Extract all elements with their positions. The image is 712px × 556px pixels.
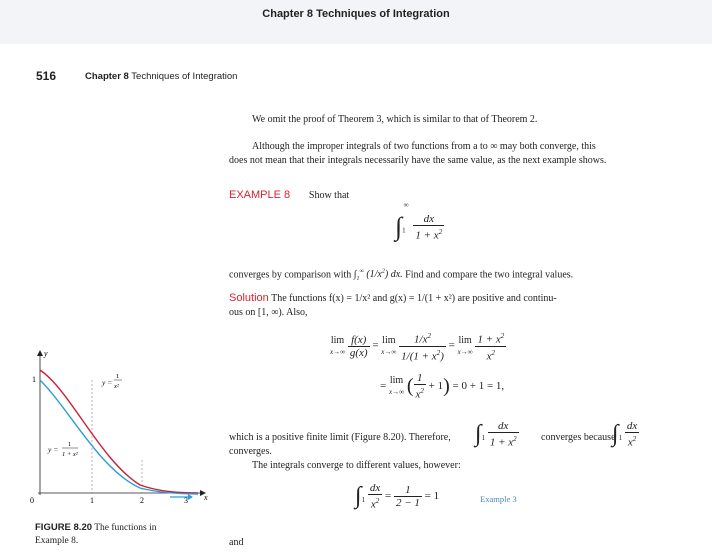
integral-g: $\int_1$ $\frac{dx}{1 + x^2}$: [475, 420, 517, 449]
svg-text:1: 1: [116, 373, 120, 380]
converges-by-text: converges by comparison with: [229, 269, 352, 281]
axis-x-label: x: [204, 493, 208, 502]
figure-caption-text2: Example 8.: [35, 536, 79, 546]
which-is-line: which is a positive finite limit (Figure 8.20). Therefore,: [229, 432, 451, 443]
running-head-chapter: Chapter 8: [85, 71, 129, 82]
solution-text1: The functions f(x) = 1/x² and g(x) = 1/(1 + x²) are positive and continu-: [271, 293, 557, 304]
svg-text:1 + x²: 1 + x²: [62, 451, 78, 458]
axis-y-label: y: [44, 349, 48, 358]
f-label: y =: [102, 378, 113, 387]
svg-text:1: 1: [68, 441, 72, 448]
solution-line1: [229, 291, 557, 306]
find-compare-text: Find and compare the two integral values.: [405, 269, 574, 281]
different-values-text: The integrals converge to different values, however:: [252, 460, 461, 471]
top-bar: [0, 0, 712, 44]
g-label: y =: [48, 445, 59, 454]
y-axis-arrow: [37, 350, 43, 356]
paragraph-omit-proof: We omit the proof of Theorem 3, which is similar to that of Theorem 2.: [252, 114, 538, 125]
solution-line2: ous on [1, ∞). Also,: [229, 307, 308, 318]
page-number: 516: [36, 69, 57, 83]
tick-2: 2: [140, 496, 144, 505]
limit-equation-1: lim x→∞ $\frac{f(x)}{g(x)}$ = lim x→∞ $\frac{1/x^2}{1/(1 + x^2)}$ = lim x→∞ $\frac{1 + x^2}{x^2}$: [330, 332, 505, 363]
integral-main: $\int_1^\infty$ $\frac{dx}{1 + x^2}$: [395, 200, 443, 242]
paragraph-improper-line2: does not mean that their integrals necessarily have the same value, as the next example shows.: [229, 155, 607, 166]
running-head: [85, 71, 237, 82]
converges-because: converges because: [541, 432, 616, 443]
figure-caption-text: The functions in: [94, 523, 157, 533]
top-bar-title: Chapter 8 Techniques of Integration: [262, 8, 450, 20]
figure-8-20: [30, 340, 215, 515]
figure-caption-label: FIGURE 8.20: [35, 522, 93, 533]
converges-comparison-line: converges by comparison with $\int_1^\infty$ $(1/x^2)$ dx. Find and compare the two integral values.: [229, 269, 574, 283]
converges-text: converges.: [229, 446, 272, 457]
limit-equation-2: = lim x→∞ ( $\frac{1}{x^2}$ + 1) = 0 + 1 = 1,: [380, 372, 505, 401]
integral-f: $\int_1$ $\frac{dx}{x^2}$: [612, 420, 638, 449]
curve-g: [40, 380, 198, 494]
svg-text:x²: x²: [114, 383, 119, 390]
example-text: Show that: [308, 190, 350, 201]
tick-0: 0: [30, 496, 34, 505]
and-text: and: [229, 537, 244, 548]
figure-caption: [35, 521, 185, 548]
paragraph-improper-line1: Although the improper integrals of two functions from a to ∞ may both converge, this: [252, 141, 596, 152]
example-link[interactable]: Example 3: [480, 494, 517, 504]
example-heading: [229, 189, 349, 201]
example-label: EXAMPLE 8: [229, 189, 291, 201]
tick-3: 3: [184, 496, 188, 505]
solution-label: Solution: [229, 292, 269, 304]
integral-result: $\int_1$ $\frac{dx}{x^2}$ = $\frac{1}{2 - 1}$ = 1: [355, 482, 440, 511]
running-head-title: Techniques of Integration: [131, 71, 238, 82]
y-tick-1: 1: [32, 375, 36, 384]
tick-1: 1: [90, 496, 94, 505]
